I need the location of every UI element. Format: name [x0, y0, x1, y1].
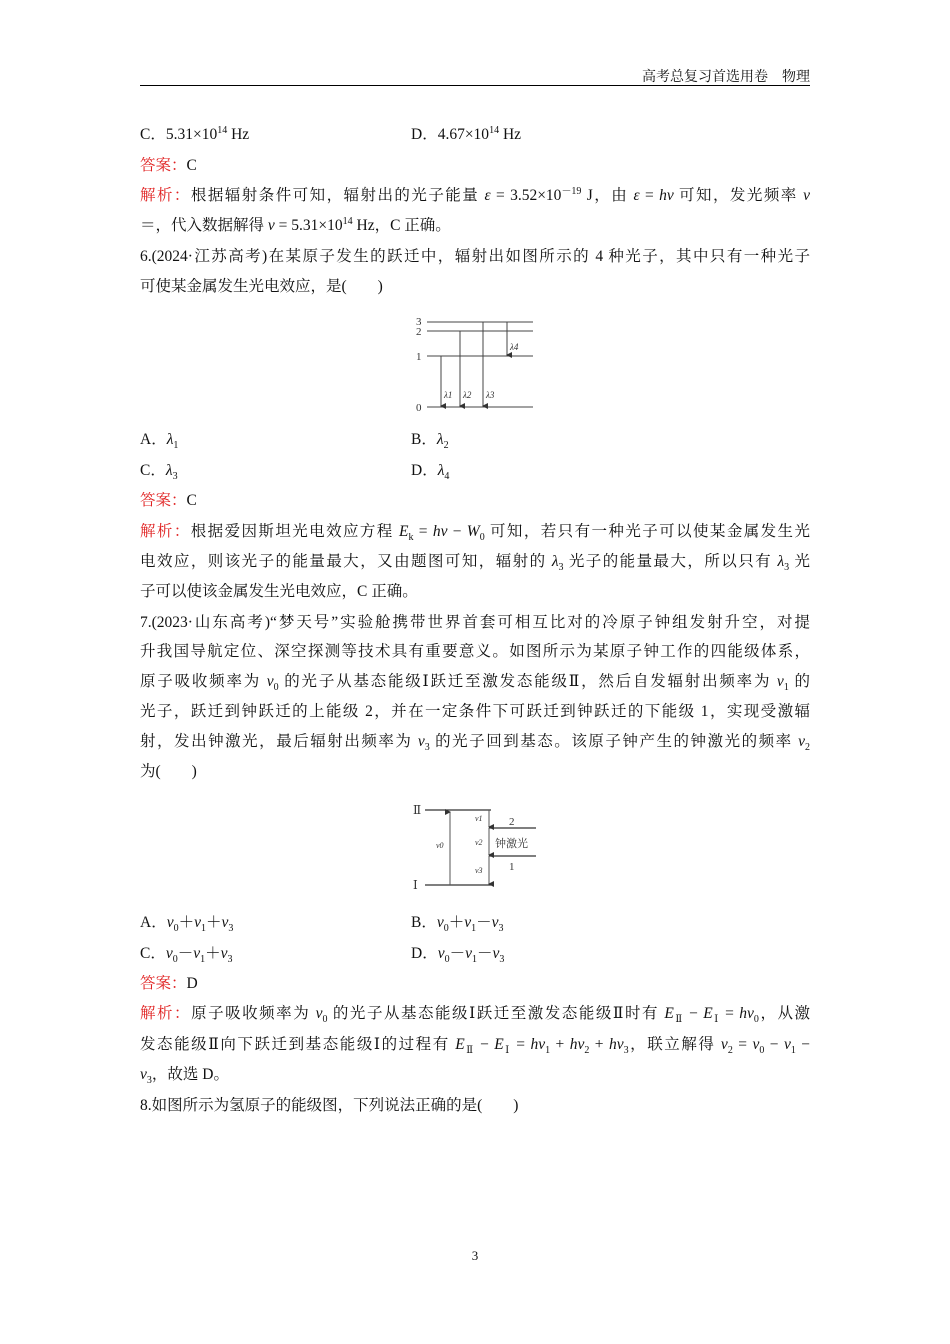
- text-run: =: [732, 1036, 753, 1053]
- text-run: ＝，代入数据解得: [140, 217, 268, 234]
- text-run: 光子，跃迁到钟跃迁的上能级 2，并在一定条件下可跃迁到钟跃迁的下能级 1，实现受激辐: [140, 703, 810, 720]
- supscript: 14: [217, 124, 228, 136]
- math-symbol: ε: [633, 187, 640, 204]
- math-symbol: ν: [776, 673, 784, 690]
- lower-clock-level-label: 1: [509, 861, 515, 873]
- subscript: 3: [228, 923, 234, 935]
- clock-laser-label: 钟激光: [495, 838, 528, 850]
- text-run: D．4.67×10: [411, 126, 490, 143]
- subscript: 3: [558, 562, 564, 572]
- text-run: ＋: [448, 914, 465, 931]
- text-run: −: [474, 1036, 495, 1053]
- subscript: 1: [173, 440, 179, 452]
- subscript: Ⅰ: [712, 1014, 720, 1024]
- text-run: −: [447, 523, 467, 540]
- text-run: −: [764, 1036, 784, 1053]
- text-run: −: [795, 1036, 810, 1053]
- subscript: Ⅱ: [673, 1014, 684, 1024]
- math-symbol: E: [703, 1005, 713, 1022]
- subscript: 3: [499, 954, 505, 966]
- supscript: 14: [489, 124, 500, 136]
- subscript: 3: [146, 1075, 152, 1087]
- text-run: +: [550, 1036, 570, 1053]
- math-symbol: λ: [166, 431, 174, 448]
- subscript: 1: [200, 954, 206, 966]
- text-run: = 5.31×10: [274, 217, 343, 234]
- math-symbol: ν: [464, 914, 472, 931]
- lambda-label: λ2: [463, 390, 472, 400]
- math-symbol: ν: [752, 1036, 760, 1053]
- math-symbol: ν: [492, 945, 500, 962]
- subscript: 3: [424, 742, 430, 752]
- text-run: 为( ): [140, 763, 197, 780]
- math-symbol: λ: [551, 553, 559, 570]
- text-run: 根据爱因斯坦光电效应方程: [190, 523, 400, 540]
- text-run: －: [477, 945, 493, 962]
- subscript: 3: [227, 954, 233, 966]
- text-run: A．: [140, 914, 167, 931]
- level-label: 2: [416, 326, 422, 338]
- text-run: 6.(2024·江苏高考)在某原子发生的跃迁中，辐射出如图所示的 4 种光子，其中只有一种光子: [140, 248, 810, 265]
- text-run: +: [589, 1036, 609, 1053]
- subscript: 0: [479, 532, 485, 542]
- math-symbol: ν: [193, 945, 201, 962]
- nu3-label: ν3: [475, 866, 483, 875]
- math-symbol: λ: [437, 462, 445, 479]
- subscript: 2: [804, 742, 810, 752]
- text-run: =: [510, 1036, 531, 1053]
- subscript: 0: [443, 923, 449, 935]
- nu0-label: ν0: [436, 841, 444, 850]
- subscript: Ⅰ: [503, 1045, 511, 1055]
- text-run: D: [186, 975, 198, 992]
- math-symbol: hν: [739, 1005, 754, 1022]
- page-number: 3: [471, 1248, 479, 1263]
- text-run: 升我国导航定位、深空探测等技术具有重要意义。如图所示为某原子钟工作的四能级体系，: [140, 643, 810, 660]
- math-symbol: hν: [608, 1036, 624, 1053]
- subscript: k: [408, 532, 414, 542]
- lambda-label: λ3: [486, 390, 495, 400]
- text-run: 可知，发光频率: [673, 187, 804, 204]
- subscript: 1: [201, 923, 206, 935]
- text-run: 原子吸收频率为: [191, 1005, 316, 1022]
- text-run: 电效应，则该光子的能量最大，又由题图可知，辐射的: [140, 553, 552, 570]
- math-symbol: ν: [266, 673, 274, 690]
- subscript: 0: [759, 1045, 765, 1055]
- nu2-label: ν2: [475, 838, 483, 847]
- text-run: ＋: [206, 914, 222, 931]
- subscript: 2: [443, 440, 449, 452]
- text-run: 的光子回到基态。该原子钟产生的钟激光的频率: [429, 733, 799, 750]
- text-run: C: [186, 157, 197, 174]
- subscript: Ⅱ: [464, 1045, 475, 1055]
- text-run: 光子的能量最大，所以只有: [563, 553, 778, 570]
- text-run: 的光子从基态能级Ⅰ跃迁至激发态能级Ⅱ时有: [327, 1005, 665, 1022]
- answer-label: 答案：: [140, 975, 187, 992]
- subscript: 1: [472, 954, 477, 966]
- text-run: −: [683, 1005, 704, 1022]
- text-run: 的光子从基态能级Ⅰ跃迁至激发态能级Ⅱ，然后自发辐射出频率为: [278, 673, 777, 690]
- text-run: = 3.52×10: [490, 187, 562, 204]
- subscript: 0: [322, 1014, 328, 1024]
- math-symbol: W: [466, 523, 480, 540]
- subscript: 4: [444, 471, 450, 483]
- text-run: 射，发出钟激光，最后辐射出频率为: [140, 733, 418, 750]
- math-symbol: hν: [530, 1036, 546, 1053]
- math-symbol: ν: [267, 217, 275, 234]
- lambda-label: λ1: [444, 390, 453, 400]
- text-run: 可使某金属发生光电效应，是( ): [140, 278, 383, 295]
- math-symbol: ε: [484, 187, 491, 204]
- math-symbol: E: [664, 1005, 674, 1022]
- math-symbol: ν: [165, 945, 173, 962]
- math-symbol: ν: [315, 1005, 323, 1022]
- subscript: 0: [753, 1014, 759, 1024]
- math-symbol: ν: [194, 914, 201, 931]
- text-run: B．: [411, 914, 437, 931]
- text-run: B．: [411, 431, 437, 448]
- text-run: =: [639, 187, 660, 204]
- level-II-label: Ⅱ: [413, 803, 422, 817]
- math-symbol: hν: [569, 1036, 585, 1053]
- math-symbol: λ: [777, 553, 785, 570]
- text-run: Hz: [227, 126, 250, 143]
- answer-label: 解析：: [140, 1005, 192, 1022]
- math-symbol: ν: [140, 1066, 147, 1083]
- subscript: 3: [172, 471, 178, 483]
- math-symbol: ν: [221, 914, 229, 931]
- nu1-label: ν1: [475, 814, 483, 823]
- subscript: 2: [727, 1045, 733, 1055]
- lambda-label: λ4: [510, 342, 519, 352]
- math-symbol: hν: [659, 187, 674, 204]
- text-run: 光: [789, 553, 810, 570]
- subscript: 0: [273, 682, 279, 692]
- text-run: =: [413, 523, 433, 540]
- text-run: C．: [140, 462, 166, 479]
- upper-clock-level-label: 2: [509, 816, 515, 828]
- math-symbol: ν: [803, 187, 810, 204]
- subscript: 1: [545, 1045, 551, 1055]
- math-symbol: ν: [436, 914, 444, 931]
- text-run: －: [449, 945, 466, 962]
- level-I-label: Ⅰ: [413, 878, 418, 892]
- text-run: 原子吸收频率为: [140, 673, 267, 690]
- math-symbol: ν: [720, 1036, 728, 1053]
- text-run: A．: [140, 431, 167, 448]
- math-symbol: E: [455, 1036, 465, 1053]
- text-run: C．: [140, 945, 166, 962]
- text-run: 8.如图所示为氢原子的能级图，下列说法正确的是( ): [140, 1097, 519, 1114]
- subscript: 0: [173, 923, 179, 935]
- subscript: 1: [790, 1045, 796, 1055]
- text-run: C．5.31×10: [140, 126, 218, 143]
- page-header: 高考总复习首选用卷 物理: [642, 70, 810, 85]
- math-symbol: E: [399, 523, 409, 540]
- text-run: Hz，C 正确。: [352, 217, 451, 234]
- subscript: 3: [784, 562, 790, 572]
- text-run: 子可以使该金属发生光电效应，C 正确。: [140, 583, 418, 600]
- text-run: ，联立解得: [628, 1036, 721, 1053]
- subscript: 3: [623, 1045, 629, 1055]
- math-symbol: ν: [417, 733, 425, 750]
- subscript: 1: [471, 923, 477, 935]
- math-symbol: λ: [165, 462, 173, 479]
- text-run: J，由: [581, 187, 634, 204]
- answer-label: 解析：: [140, 187, 191, 204]
- text-run: 的: [788, 673, 810, 690]
- subscript: 3: [498, 923, 504, 935]
- text-run: D．: [411, 462, 438, 479]
- subscript: 0: [444, 954, 450, 966]
- math-symbol: hν: [432, 523, 448, 540]
- text-run: －: [177, 945, 194, 962]
- text-run: 可知，若只有一种光子可以使某金属发生光: [484, 523, 810, 540]
- level-label: 0: [416, 402, 422, 414]
- text-run: ，故选 D。: [151, 1066, 229, 1083]
- math-symbol: ν: [798, 733, 805, 750]
- subscript: 1: [783, 682, 789, 692]
- text-run: ＋: [178, 914, 195, 931]
- text-run: 根据辐射条件可知，辐射出的光子能量: [190, 187, 485, 204]
- math-symbol: ν: [783, 1036, 791, 1053]
- level-label: 3: [416, 316, 422, 328]
- math-symbol: ν: [220, 945, 228, 962]
- answer-label: 解析：: [140, 523, 191, 540]
- text-run: 7.(2023·山东高考)“梦天号”实验舱携带世界首套可相互比对的冷原子钟组发射升空，对提: [140, 614, 810, 631]
- math-symbol: ν: [437, 945, 445, 962]
- level-label: 1: [416, 351, 422, 363]
- supscript: 14: [342, 215, 353, 227]
- text-run: 发态能级Ⅱ向下跃迁到基态能级Ⅰ的过程有: [140, 1036, 456, 1053]
- text-run: =: [719, 1005, 740, 1022]
- text-run: －: [476, 914, 492, 931]
- math-symbol: ν: [491, 914, 499, 931]
- subscript: 2: [584, 1045, 590, 1055]
- text-run: D．: [411, 945, 438, 962]
- supscript: －19: [561, 186, 582, 197]
- subscript: 0: [172, 954, 178, 966]
- text-run: ＋: [205, 945, 221, 962]
- text-run: Hz: [499, 126, 522, 143]
- text-run: C: [186, 492, 197, 509]
- math-symbol: E: [494, 1036, 504, 1053]
- answer-label: 答案：: [140, 157, 187, 174]
- math-symbol: ν: [166, 914, 174, 931]
- math-symbol: ν: [465, 945, 472, 962]
- text-run: ，从激: [758, 1005, 810, 1022]
- answer-label: 答案：: [140, 492, 187, 509]
- math-symbol: λ: [436, 431, 444, 448]
